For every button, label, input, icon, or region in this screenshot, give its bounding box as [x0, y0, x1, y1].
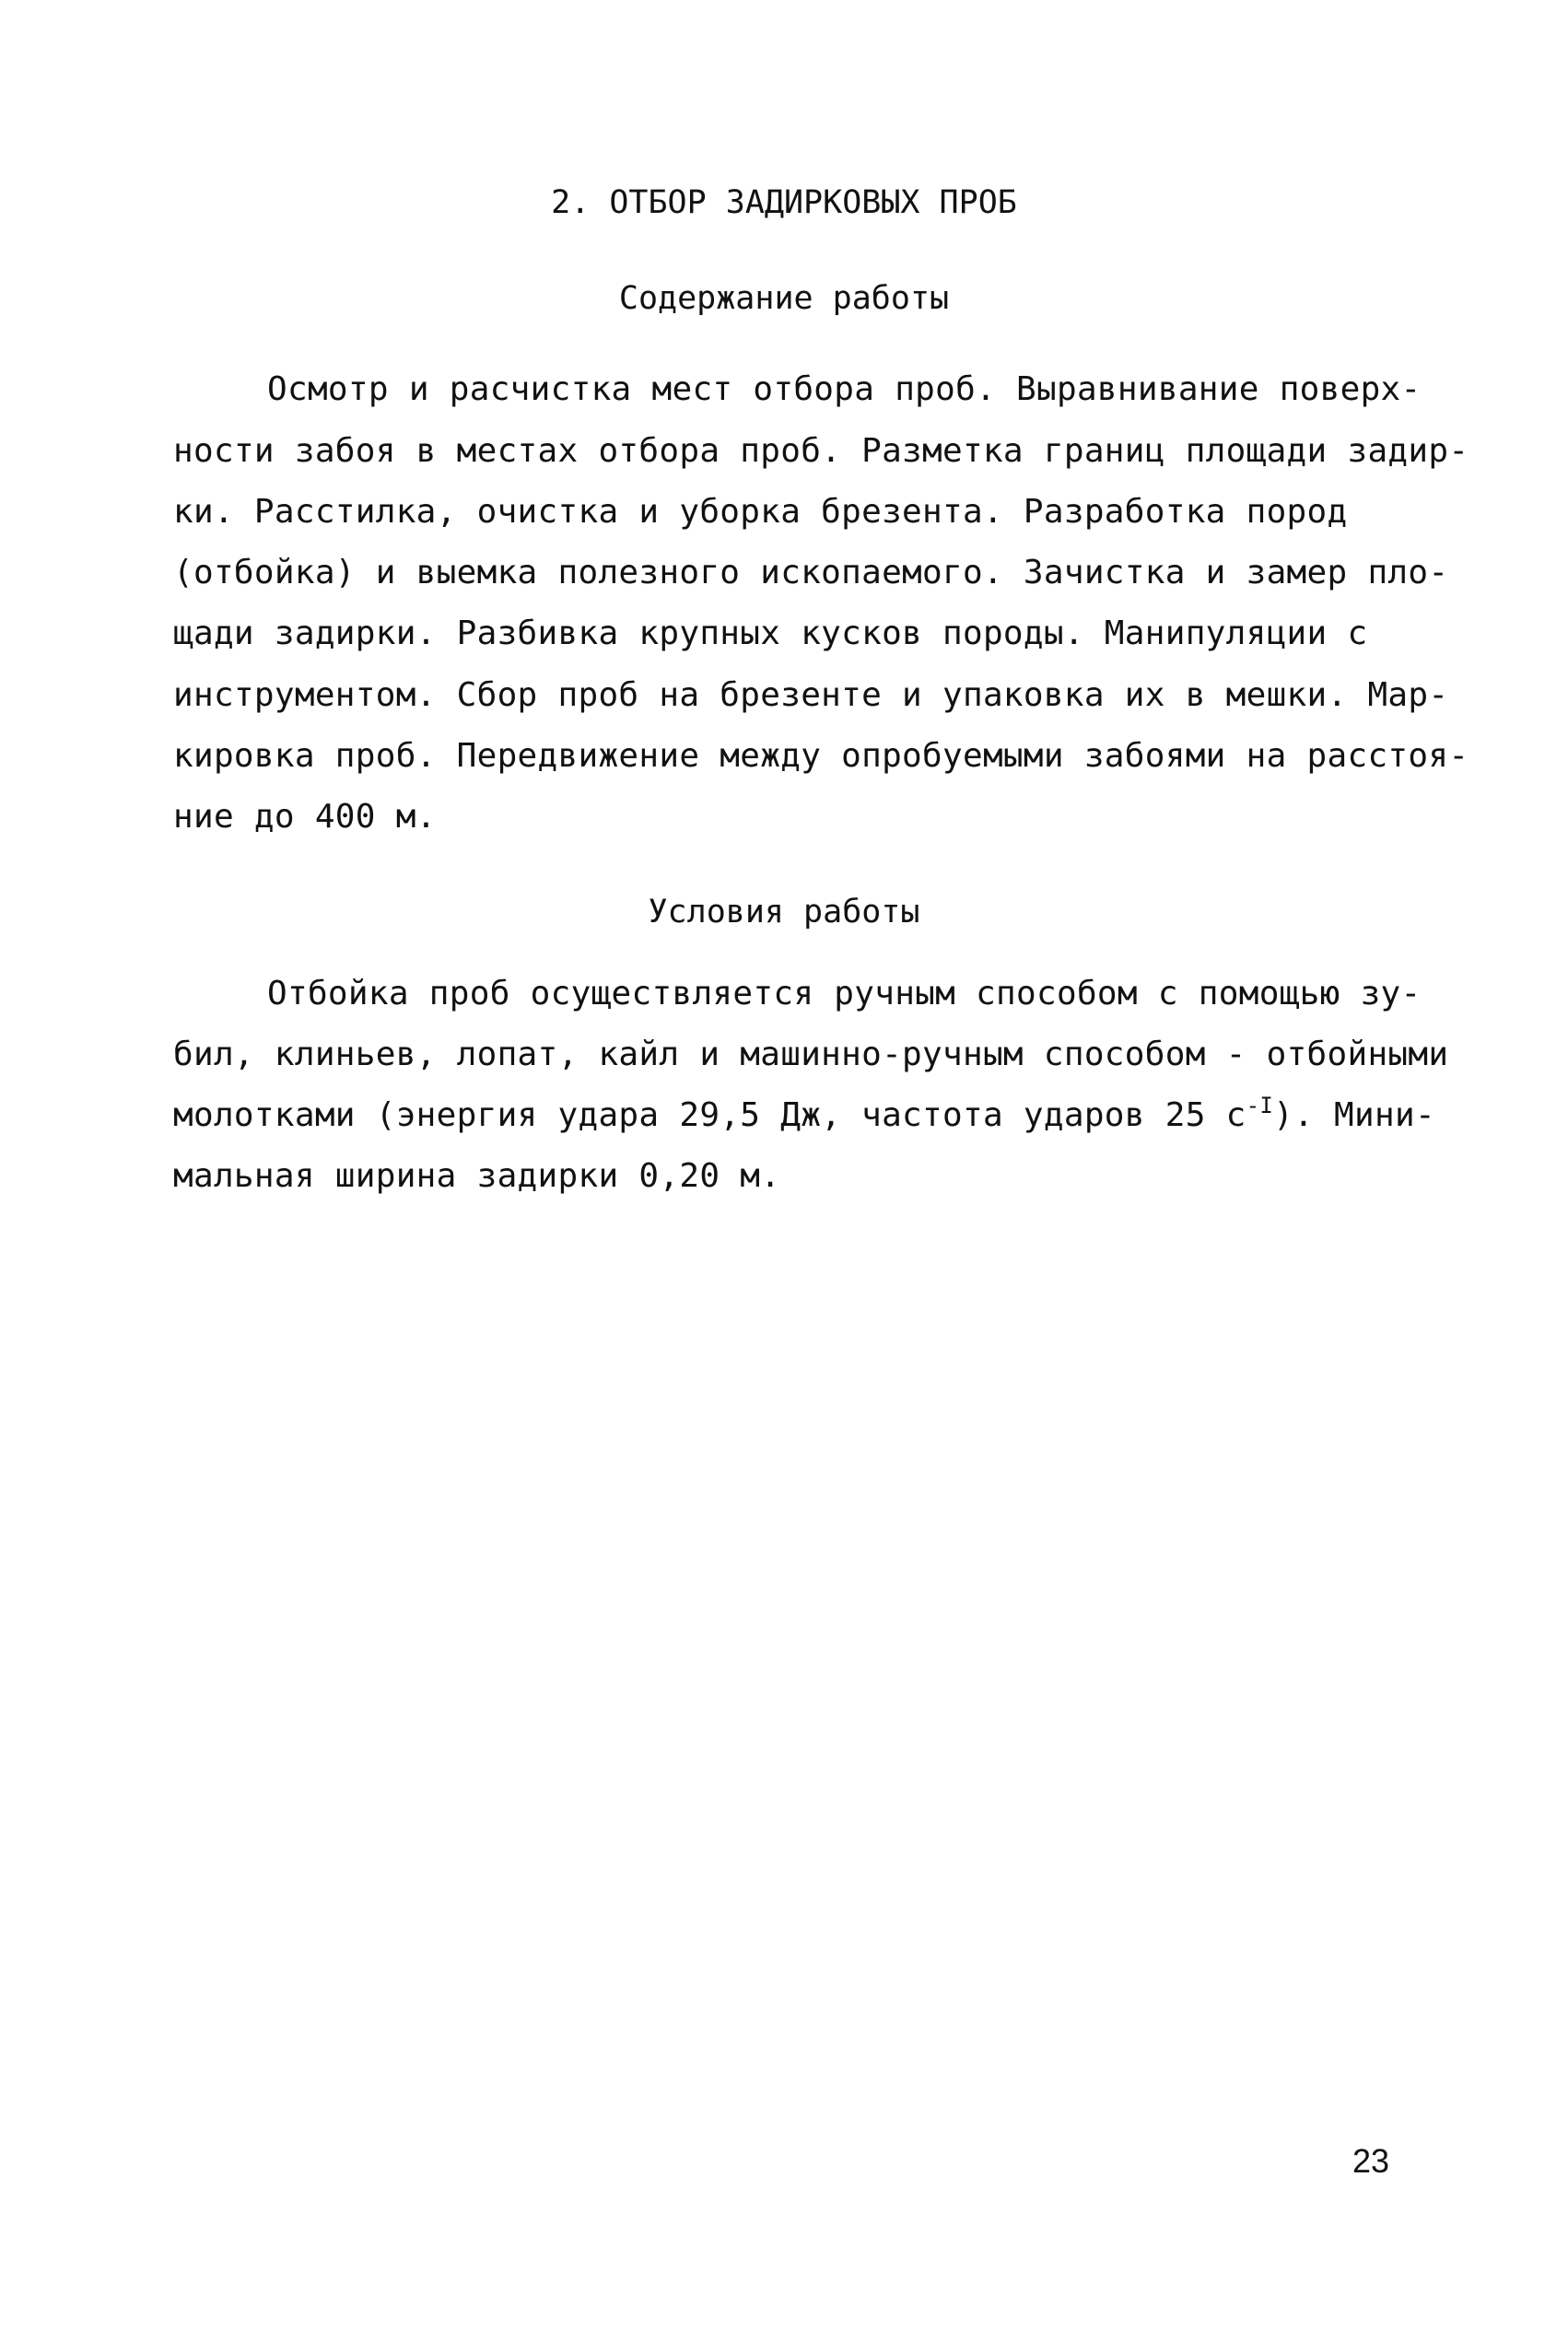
conditions-line-3-text: молотками (энергия удара 29,5 Дж, частота ударов 25 с [173, 1096, 1246, 1134]
content-heading: Содержание работы [618, 280, 950, 317]
content-line-1: Осмотр и расчистка мест отбора проб. Выравнивание поверх- [267, 370, 1422, 408]
content-line-2: ности забоя в местах отбора проб. Разметка границ площади задир- [173, 432, 1469, 470]
conditions-line-2: бил, клиньев, лопат, кайл и машинно-ручным способом - отбойными [173, 1036, 1449, 1073]
content-line-7: кировка проб. Передвижение между опробуемыми забоями на расстоя- [173, 737, 1469, 775]
content-line-4: (отбойка) и выемка полезного ископаемого. Зачистка и замер пло- [173, 554, 1449, 591]
conditions-line-3-tail: ). Мини- [1273, 1096, 1435, 1134]
content-line-5: щади задирки. Разбивка крупных кусков породы. Манипуляции с [173, 614, 1368, 652]
frequency-unit-exponent: -I [1246, 1093, 1274, 1118]
conditions-line-3 [173, 1093, 1435, 1134]
content-line-6: инструментом. Сбор проб на брезенте и упаковка их в мешки. Мар- [173, 676, 1449, 714]
content-line-8: ние до 400 м. [173, 798, 437, 836]
section-title: 2. ОТБОР ЗАДИРКОВЫХ ПРОБ [551, 184, 1017, 221]
conditions-heading: Условия работы [648, 894, 920, 930]
conditions-line-1: Отбойка проб осуществляется ручным способом с помощью зу- [267, 975, 1422, 1012]
page-number: 23 [1352, 2142, 1390, 2180]
conditions-line-4: мальная ширина задирки 0,20 м. [173, 1157, 781, 1195]
content-line-3: ки. Расстилка, очистка и уборка брезента. Разработка пород [173, 493, 1348, 531]
